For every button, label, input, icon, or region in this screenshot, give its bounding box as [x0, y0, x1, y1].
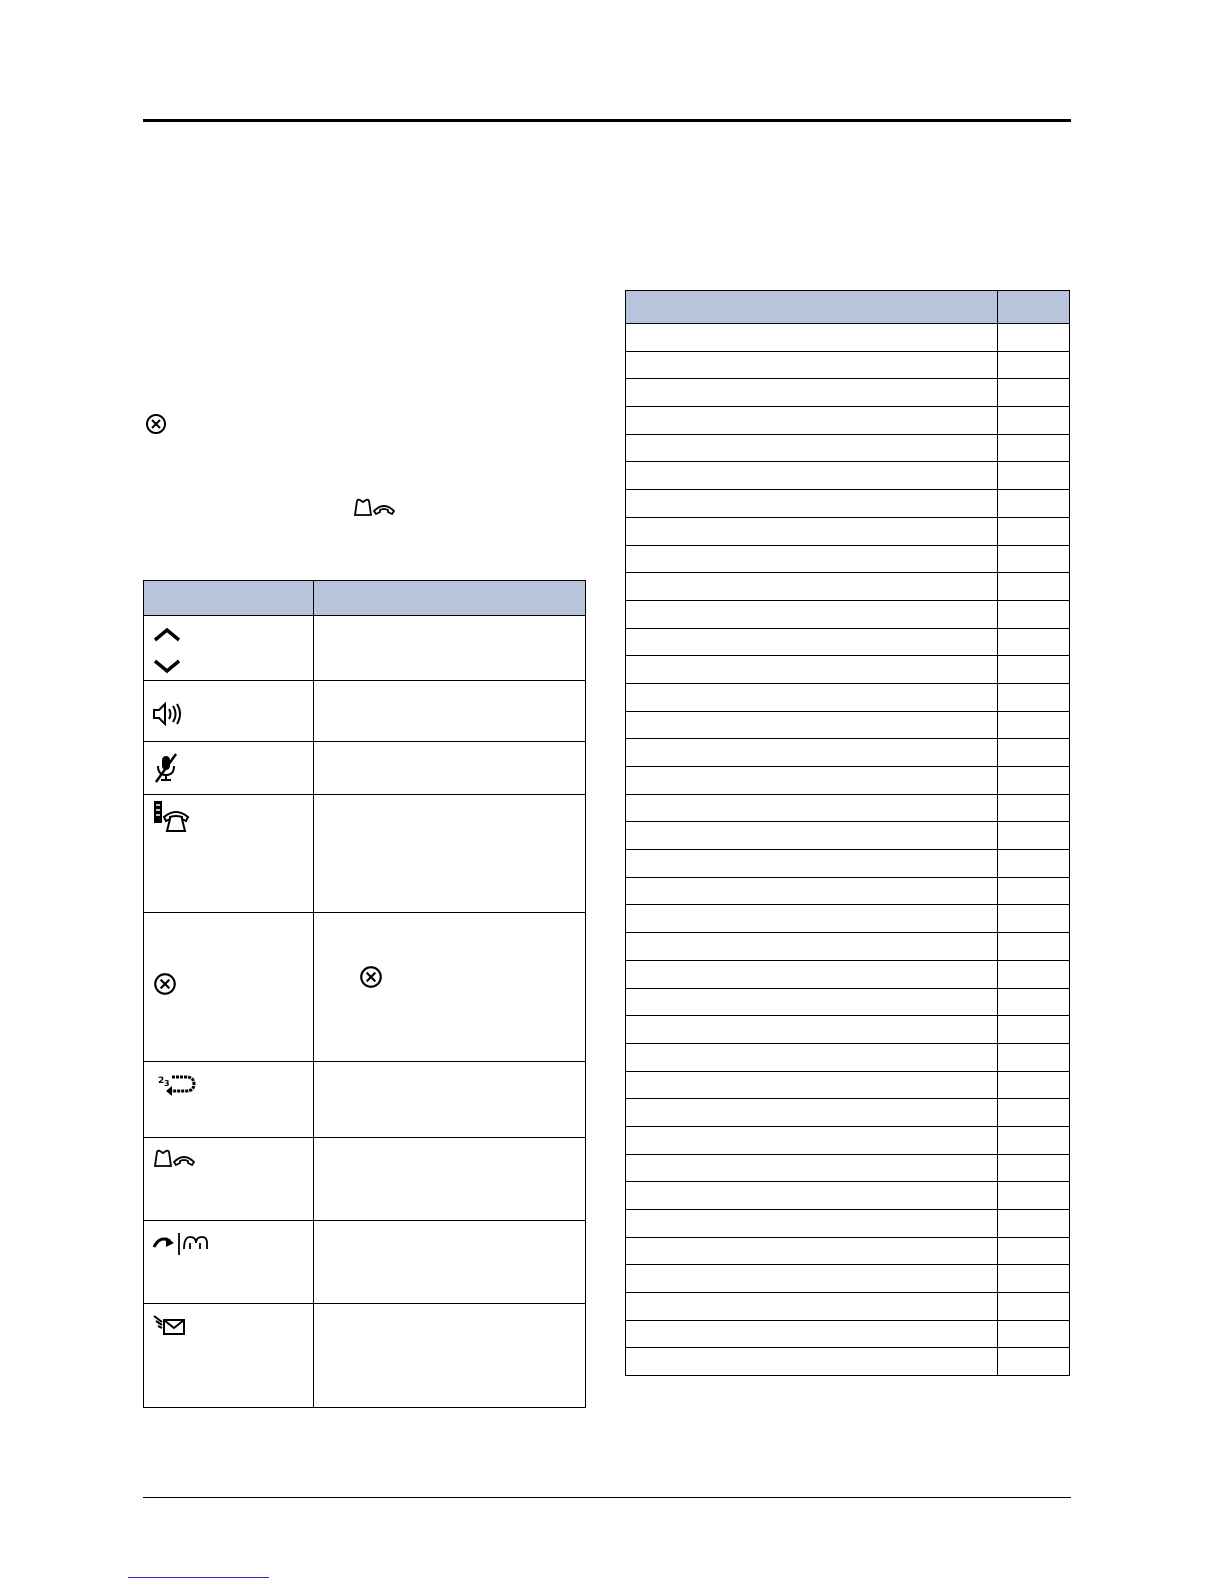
table-row	[626, 462, 1070, 490]
table-row	[144, 616, 586, 681]
page-cell	[998, 905, 1070, 933]
item-cell	[626, 1016, 998, 1044]
page-cell	[998, 351, 1070, 379]
page-cell	[998, 1210, 1070, 1238]
item-cell	[626, 933, 998, 961]
page-cell	[998, 1293, 1070, 1321]
down-arrow-icon	[152, 657, 313, 680]
forward-conference-icon	[152, 1231, 313, 1260]
list-table-body	[626, 324, 1070, 1376]
page-cell	[998, 1320, 1070, 1348]
key-table-header	[144, 581, 586, 616]
key-cell	[144, 1062, 314, 1138]
mute-microphone-icon	[152, 752, 313, 789]
item-cell	[626, 905, 998, 933]
key-cell	[144, 616, 314, 681]
page-cell	[998, 628, 1070, 656]
up-arrow-icon	[152, 626, 313, 649]
item-cell	[626, 794, 998, 822]
table-row	[144, 1304, 586, 1408]
table-row	[626, 905, 1070, 933]
table-row	[626, 324, 1070, 352]
item-cell	[626, 324, 998, 352]
item-cell	[626, 1293, 998, 1321]
list-table-header-item	[626, 291, 998, 324]
page-cell	[998, 1154, 1070, 1182]
item-cell	[626, 683, 998, 711]
page-cell	[998, 1071, 1070, 1099]
table-row	[626, 434, 1070, 462]
table-row	[626, 1099, 1070, 1127]
item-cell	[626, 407, 998, 435]
table-row	[626, 988, 1070, 1016]
directory-phone-icon	[152, 799, 313, 838]
item-cell	[626, 462, 998, 490]
item-cell	[626, 1126, 998, 1154]
table-row	[144, 742, 586, 795]
item-cell	[626, 351, 998, 379]
cancel-circle-x-icon	[358, 964, 384, 995]
item-cell	[626, 379, 998, 407]
item-cell	[626, 1071, 998, 1099]
description-cell	[314, 1138, 586, 1221]
key-table-header-description	[314, 581, 586, 616]
table-row	[626, 490, 1070, 518]
item-cell	[626, 573, 998, 601]
item-cell	[626, 1265, 998, 1293]
item-cell	[626, 767, 998, 795]
item-cell	[626, 1210, 998, 1238]
table-row	[626, 1320, 1070, 1348]
item-cell	[626, 711, 998, 739]
page-cell	[998, 573, 1070, 601]
table-row	[626, 933, 1070, 961]
item-cell	[626, 600, 998, 628]
page-cell	[998, 1099, 1070, 1127]
item-cell	[626, 1154, 998, 1182]
description-cell	[314, 913, 586, 1062]
key-cell	[144, 681, 314, 742]
page-cell	[998, 1182, 1070, 1210]
table-row	[626, 1154, 1070, 1182]
description-cell	[314, 1062, 586, 1138]
table-row	[626, 767, 1070, 795]
page-cell	[998, 739, 1070, 767]
table-row	[626, 1265, 1070, 1293]
table-row	[626, 351, 1070, 379]
table-row	[626, 1182, 1070, 1210]
table-row	[626, 379, 1070, 407]
table-row	[626, 573, 1070, 601]
table-row	[626, 711, 1070, 739]
key-cell	[144, 1138, 314, 1221]
page-cell	[998, 324, 1070, 352]
page-cell	[998, 656, 1070, 684]
page-cell	[998, 1043, 1070, 1071]
page-cell	[998, 1016, 1070, 1044]
table-row	[626, 656, 1070, 684]
key-table	[143, 580, 586, 1408]
svg-text:2: 2	[158, 1076, 165, 1086]
page-cell	[998, 933, 1070, 961]
item-cell	[626, 517, 998, 545]
table-row	[626, 850, 1070, 878]
table-row	[626, 600, 1070, 628]
speaker-icon	[152, 701, 313, 732]
table-row	[626, 877, 1070, 905]
item-cell	[626, 1348, 998, 1376]
table-row	[626, 683, 1070, 711]
item-cell	[626, 877, 998, 905]
bottom-rule	[143, 1497, 1071, 1498]
table-row	[626, 960, 1070, 988]
key-table-header-key	[144, 581, 314, 616]
table-row	[626, 1016, 1070, 1044]
item-cell	[626, 1043, 998, 1071]
page-cell	[998, 988, 1070, 1016]
item-cell	[626, 545, 998, 573]
redial-icon	[156, 1072, 313, 1101]
footer-link[interactable]	[128, 1577, 269, 1578]
item-cell	[626, 739, 998, 767]
page-cell	[998, 794, 1070, 822]
item-cell	[626, 656, 998, 684]
table-row	[626, 1043, 1070, 1071]
item-cell	[626, 434, 998, 462]
table-row	[626, 822, 1070, 850]
item-cell	[626, 988, 998, 1016]
table-row	[626, 1071, 1070, 1099]
table-row	[626, 1126, 1070, 1154]
description-cell	[314, 681, 586, 742]
page-cell	[998, 490, 1070, 518]
table-row	[144, 1138, 586, 1221]
table-row	[626, 407, 1070, 435]
item-cell	[626, 822, 998, 850]
key-cell	[144, 913, 314, 1062]
item-cell	[626, 850, 998, 878]
list-table	[625, 290, 1070, 1376]
page-cell	[998, 960, 1070, 988]
table-row	[626, 739, 1070, 767]
page-cell	[998, 1348, 1070, 1376]
page-cell	[998, 877, 1070, 905]
svg-text:3: 3	[164, 1079, 170, 1088]
page-cell	[998, 600, 1070, 628]
item-cell	[626, 490, 998, 518]
table-row	[626, 545, 1070, 573]
page-cell	[998, 517, 1070, 545]
table-row	[144, 681, 586, 742]
page-cell	[998, 711, 1070, 739]
cancel-circle-x-icon	[152, 971, 313, 1002]
item-cell	[626, 1099, 998, 1127]
description-cell	[314, 1221, 586, 1304]
table-row	[626, 1348, 1070, 1376]
list-table-header	[626, 291, 1070, 324]
page-cell	[998, 1237, 1070, 1265]
page-cell	[998, 1265, 1070, 1293]
description-cell	[314, 1304, 586, 1408]
page-cell	[998, 850, 1070, 878]
table-row	[144, 1221, 586, 1304]
message-icon	[152, 1314, 313, 1343]
item-cell	[626, 1237, 998, 1265]
table-row	[626, 1237, 1070, 1265]
page-cell	[998, 462, 1070, 490]
key-cell	[144, 1221, 314, 1304]
page-cell	[998, 767, 1070, 795]
description-cell	[314, 616, 586, 681]
table-row	[626, 517, 1070, 545]
item-cell	[626, 1182, 998, 1210]
page-cell	[998, 434, 1070, 462]
page-cell	[998, 379, 1070, 407]
item-cell	[626, 960, 998, 988]
key-cell	[144, 795, 314, 913]
page-cell	[998, 1126, 1070, 1154]
table-row	[626, 1210, 1070, 1238]
table-row	[144, 913, 586, 1062]
page-cell	[998, 407, 1070, 435]
table-row	[144, 1062, 586, 1138]
page-cell	[998, 545, 1070, 573]
list-table-header-page	[998, 291, 1070, 324]
handset-release-icon	[352, 497, 396, 517]
table-row	[626, 628, 1070, 656]
table-row	[626, 794, 1070, 822]
item-cell	[626, 1320, 998, 1348]
item-cell	[626, 628, 998, 656]
table-row	[626, 1293, 1070, 1321]
cancel-circle-x-icon	[144, 412, 168, 436]
handset-release-icon	[152, 1148, 313, 1173]
description-cell	[314, 742, 586, 795]
key-cell	[144, 1304, 314, 1408]
table-row	[144, 795, 586, 913]
page-cell	[998, 683, 1070, 711]
page-cell	[998, 822, 1070, 850]
key-cell	[144, 742, 314, 795]
description-cell	[314, 795, 586, 913]
top-rule	[143, 119, 1071, 122]
